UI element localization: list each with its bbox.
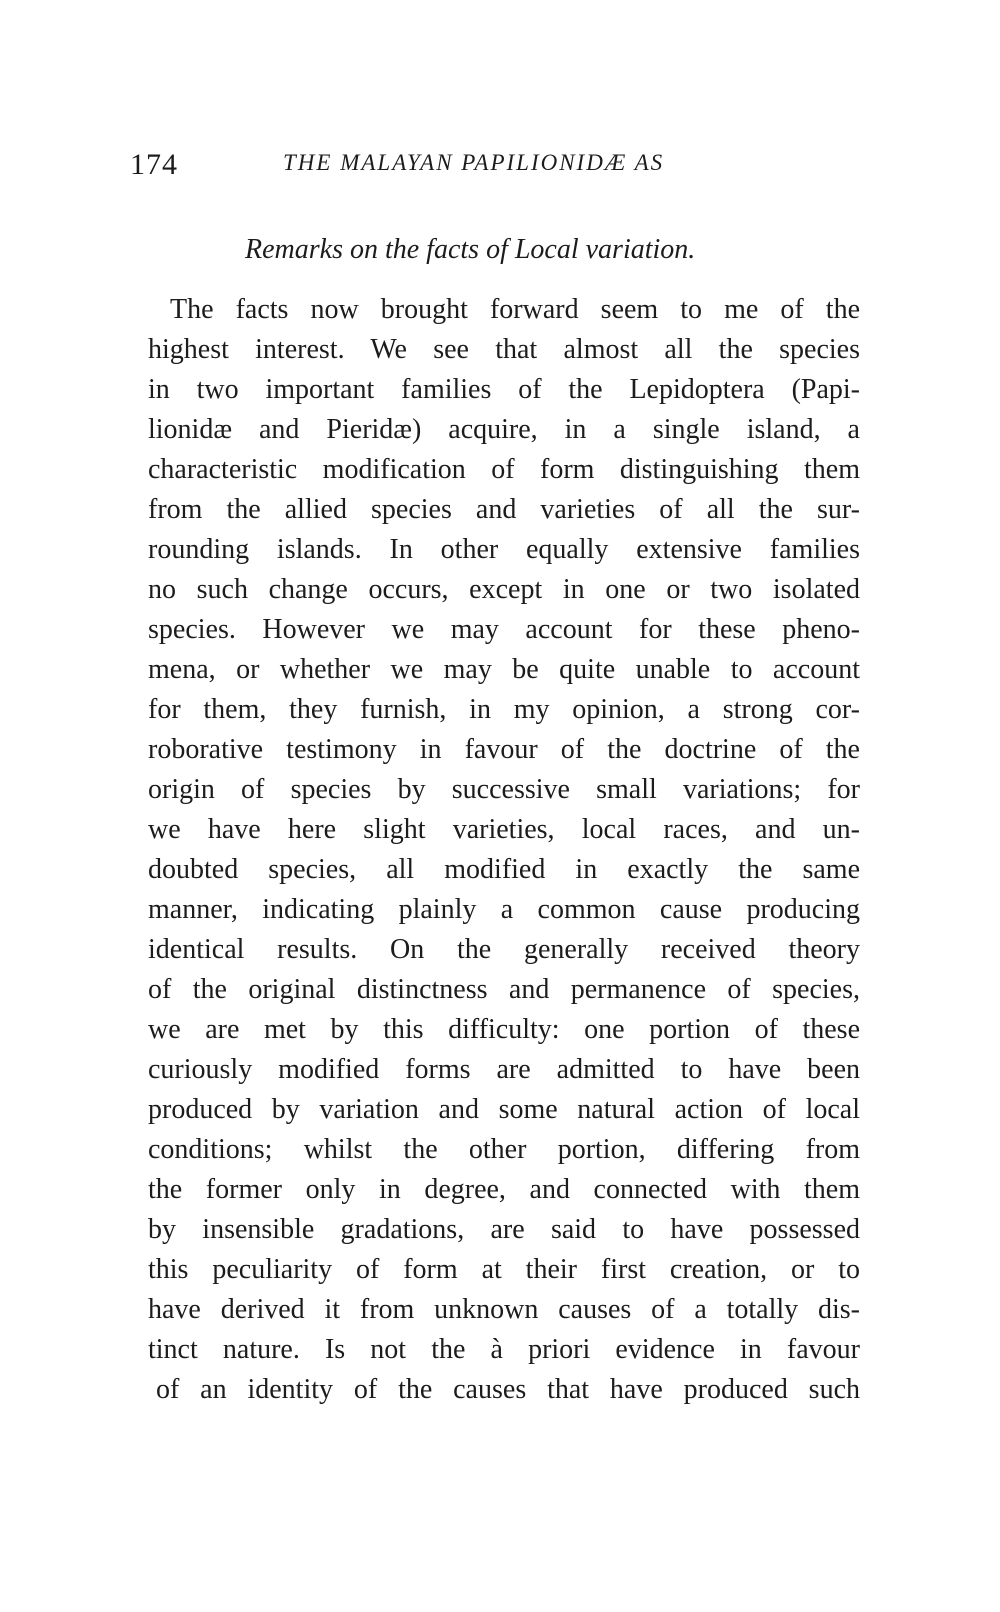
text-line: origin of species by successive small variations; for [148,774,860,805]
section-title: Remarks on the facts of Local variation. [245,234,696,265]
text-line: The facts now brought forward seem to me of the [170,294,860,325]
text-line: curiously modified forms are admitted to have been [148,1054,860,1085]
text-line: species. However we may account for these pheno- [148,614,860,645]
text-line: mena, or whether we may be quite unable to account [148,654,860,685]
text-line: we are met by this difficulty: one portion of these [148,1014,860,1045]
text-line: for them, they furnish, in my opinion, a strong cor- [148,694,860,725]
text-line: tinct nature. Is not the à priori evidence in favour [148,1334,860,1365]
text-line: this peculiarity of form at their first creation, or to [148,1254,860,1285]
text-line: manner, indicating plainly a common cause producing [148,894,860,925]
text-line: rounding islands. In other equally extensive families [148,534,860,565]
text-line: produced by variation and some natural action of local [148,1094,860,1125]
text-line: by insensible gradations, are said to have possessed [148,1214,860,1245]
text-line: of the original distinctness and permanence of species, [148,974,860,1005]
text-line: highest interest. We see that almost all the species [148,334,860,365]
text-line: in two important families of the Lepidoptera (Papi- [148,374,860,405]
text-line: characteristic modification of form distinguishing them [148,454,860,485]
text-line: lionidæ and Pieridæ) acquire, in a single island, a [148,414,860,445]
text-line: roborative testimony in favour of the doctrine of the [148,734,860,765]
text-line: identical results. On the generally received theory [148,934,860,965]
text-line: conditions; whilst the other portion, differing from [148,1134,860,1165]
text-line: have derived it from unknown causes of a totally dis- [148,1294,860,1325]
text-line: no such change occurs, except in one or two isolated [148,574,860,605]
text-line: from the allied species and varieties of all the sur- [148,494,860,525]
body-text [148,290,860,1410]
running-head: THE MALAYAN PAPILIONIDÆ AS [283,150,665,175]
text-line: doubted species, all modified in exactly the same [148,854,860,885]
page-number: 174 [130,148,178,181]
text-line: of an identity of the causes that have produced such [156,1374,860,1405]
text-line: the former only in degree, and connected with them [148,1174,860,1205]
text-line: we have here slight varieties, local races, and un- [148,814,860,845]
